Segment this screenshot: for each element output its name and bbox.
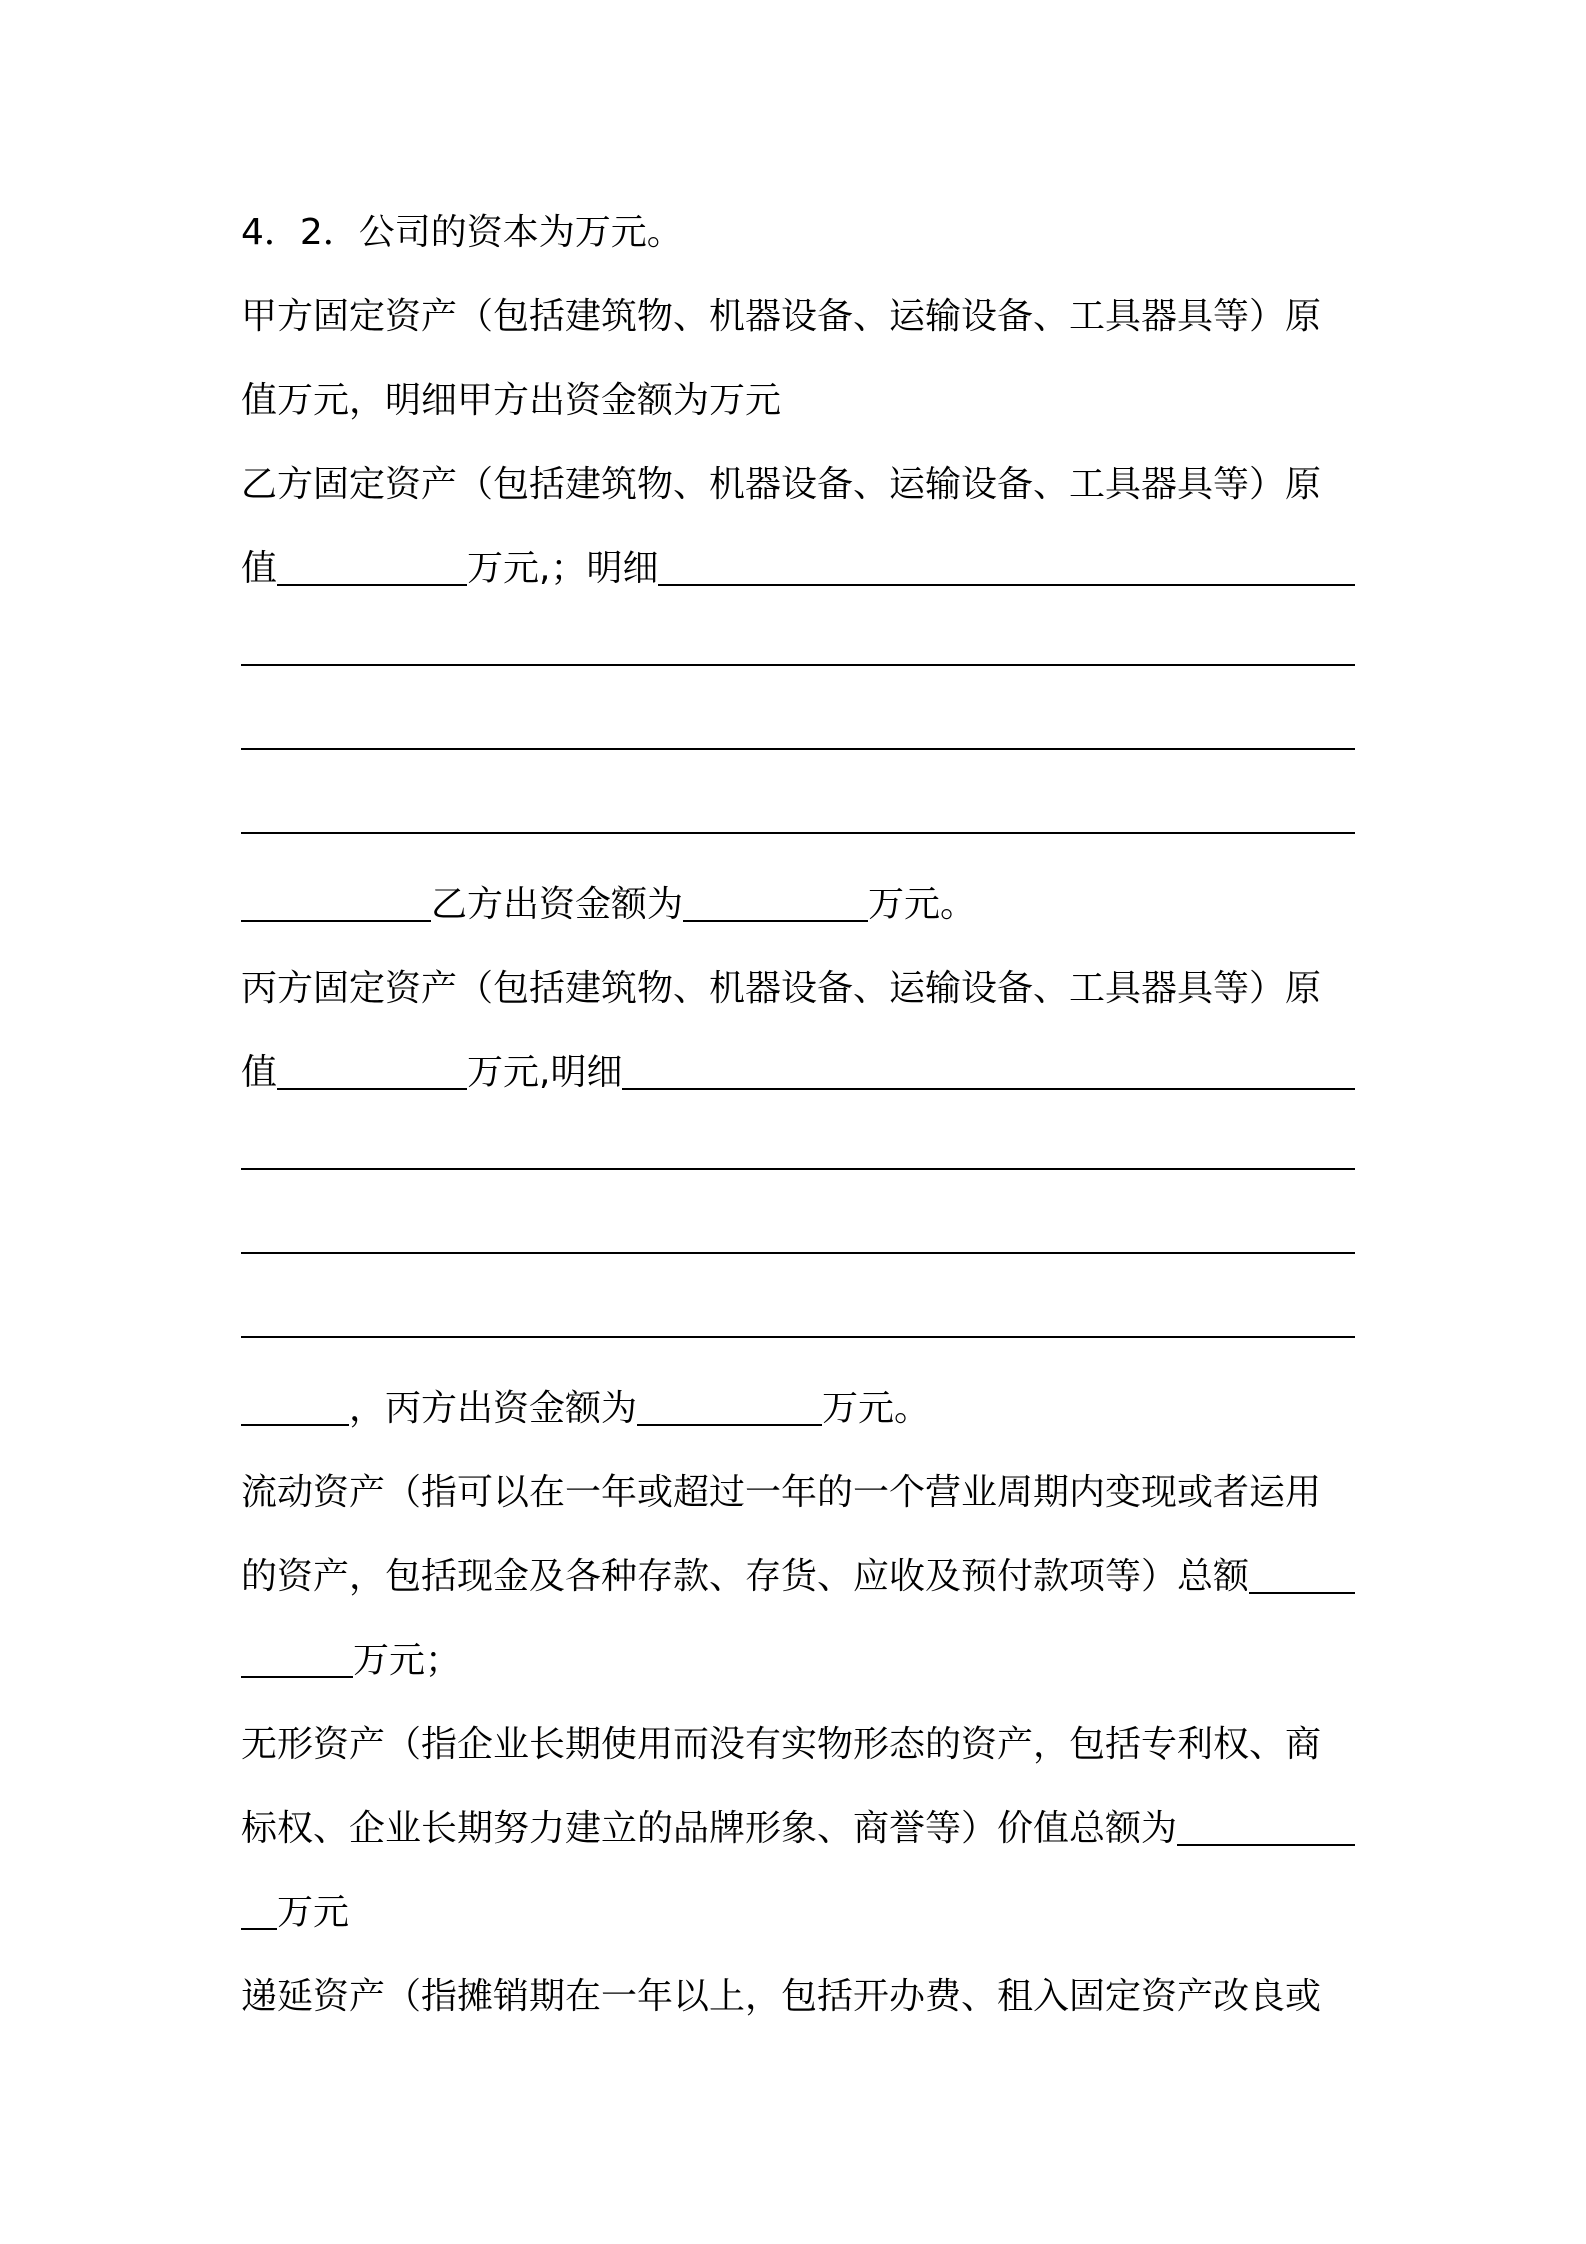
clause-4-2-text: 4．2．公司的资本为万元。 [241, 212, 683, 253]
party-c-detail-end-blank[interactable] [241, 1392, 349, 1426]
deferred-assets-line [241, 1958, 1355, 2018]
party-c-value-blank[interactable] [277, 1056, 467, 1090]
current-assets-unit-line [241, 1622, 1355, 1682]
party-a-value-text: 值万元，明细甲方出资金额为万元 [241, 380, 782, 421]
party-b-contribution-text: 乙方出资金额为 [431, 884, 684, 925]
party-b-value-line [241, 530, 1355, 590]
party-b-detail-blank[interactable] [658, 552, 1355, 586]
current-assets-total-text: 的资产，包括现金及各种存款、存货、应收及预付款项等）总额 [241, 1556, 1250, 1597]
current-assets-total-line [241, 1538, 1355, 1598]
party-c-detail-rule-1[interactable] [241, 1168, 1355, 1170]
party-b-fixed-assets-line [241, 446, 1355, 506]
party-c-contribution-blank[interactable] [637, 1392, 822, 1426]
party-c-contribution-line [241, 1370, 1355, 1430]
current-assets-total-blank-cont[interactable] [241, 1644, 353, 1678]
deferred-assets-text: 递延资产（指摊销期在一年以上，包括开办费、租入固定资产改良或 [241, 1976, 1322, 2017]
party-c-fixed-assets-line [241, 950, 1355, 1010]
intangible-assets-unit-line [241, 1874, 1355, 1934]
intangible-assets-line [241, 1706, 1355, 1766]
party-c-value-line [241, 1034, 1355, 1094]
party-b-contribution-line [241, 866, 1355, 926]
intangible-assets-total-blank-cont[interactable] [241, 1896, 277, 1930]
party-c-detail-blank[interactable] [622, 1056, 1355, 1090]
party-a-fixed-assets-line [241, 278, 1355, 338]
party-b-detail-end-blank[interactable] [241, 888, 431, 922]
intangible-assets-text: 无形资产（指企业长期使用而没有实物形态的资产，包括专利权、商 [241, 1724, 1322, 1765]
party-b-detail-rule-1[interactable] [241, 664, 1355, 666]
party-b-value-suffix: 万元,；明细 [467, 548, 659, 589]
party-c-value-prefix: 值 [241, 1052, 278, 1093]
party-b-fixed-assets-text: 乙方固定资产（包括建筑物、机器设备、运输设备、工具器具等）原 [241, 464, 1322, 505]
party-b-detail-rule-3[interactable] [241, 832, 1355, 834]
party-a-fixed-assets-text: 甲方固定资产（包括建筑物、机器设备、运输设备、工具器具等）原 [241, 296, 1322, 337]
party-a-value-line [241, 362, 1355, 422]
party-c-contribution-unit: 万元。 [822, 1388, 931, 1429]
party-b-detail-rule-2[interactable] [241, 748, 1355, 750]
current-assets-line [241, 1454, 1355, 1514]
party-b-contribution-unit: 万元。 [868, 884, 977, 925]
party-c-value-suffix: 万元,明细 [467, 1052, 623, 1093]
intangible-assets-total-text: 标权、企业长期努力建立的品牌形象、商誉等）价值总额为 [241, 1808, 1178, 1849]
party-c-contribution-text: ，丙方出资金额为 [349, 1388, 638, 1429]
party-c-detail-rule-2[interactable] [241, 1252, 1355, 1254]
current-assets-unit-text: 万元； [353, 1640, 462, 1681]
clause-4-2-line [241, 194, 1355, 254]
intangible-assets-unit-text: 万元 [277, 1892, 350, 1933]
intangible-assets-total-blank[interactable] [1177, 1812, 1355, 1846]
current-assets-text: 流动资产（指可以在一年或超过一年的一个营业周期内变现或者运用 [241, 1472, 1322, 1513]
party-b-value-blank[interactable] [277, 552, 467, 586]
intangible-assets-total-line [241, 1790, 1355, 1850]
current-assets-total-blank[interactable] [1249, 1560, 1355, 1594]
party-b-contribution-blank[interactable] [683, 888, 868, 922]
party-c-detail-rule-3[interactable] [241, 1336, 1355, 1338]
party-c-fixed-assets-text: 丙方固定资产（包括建筑物、机器设备、运输设备、工具器具等）原 [241, 968, 1322, 1009]
party-b-value-prefix: 值 [241, 548, 278, 589]
